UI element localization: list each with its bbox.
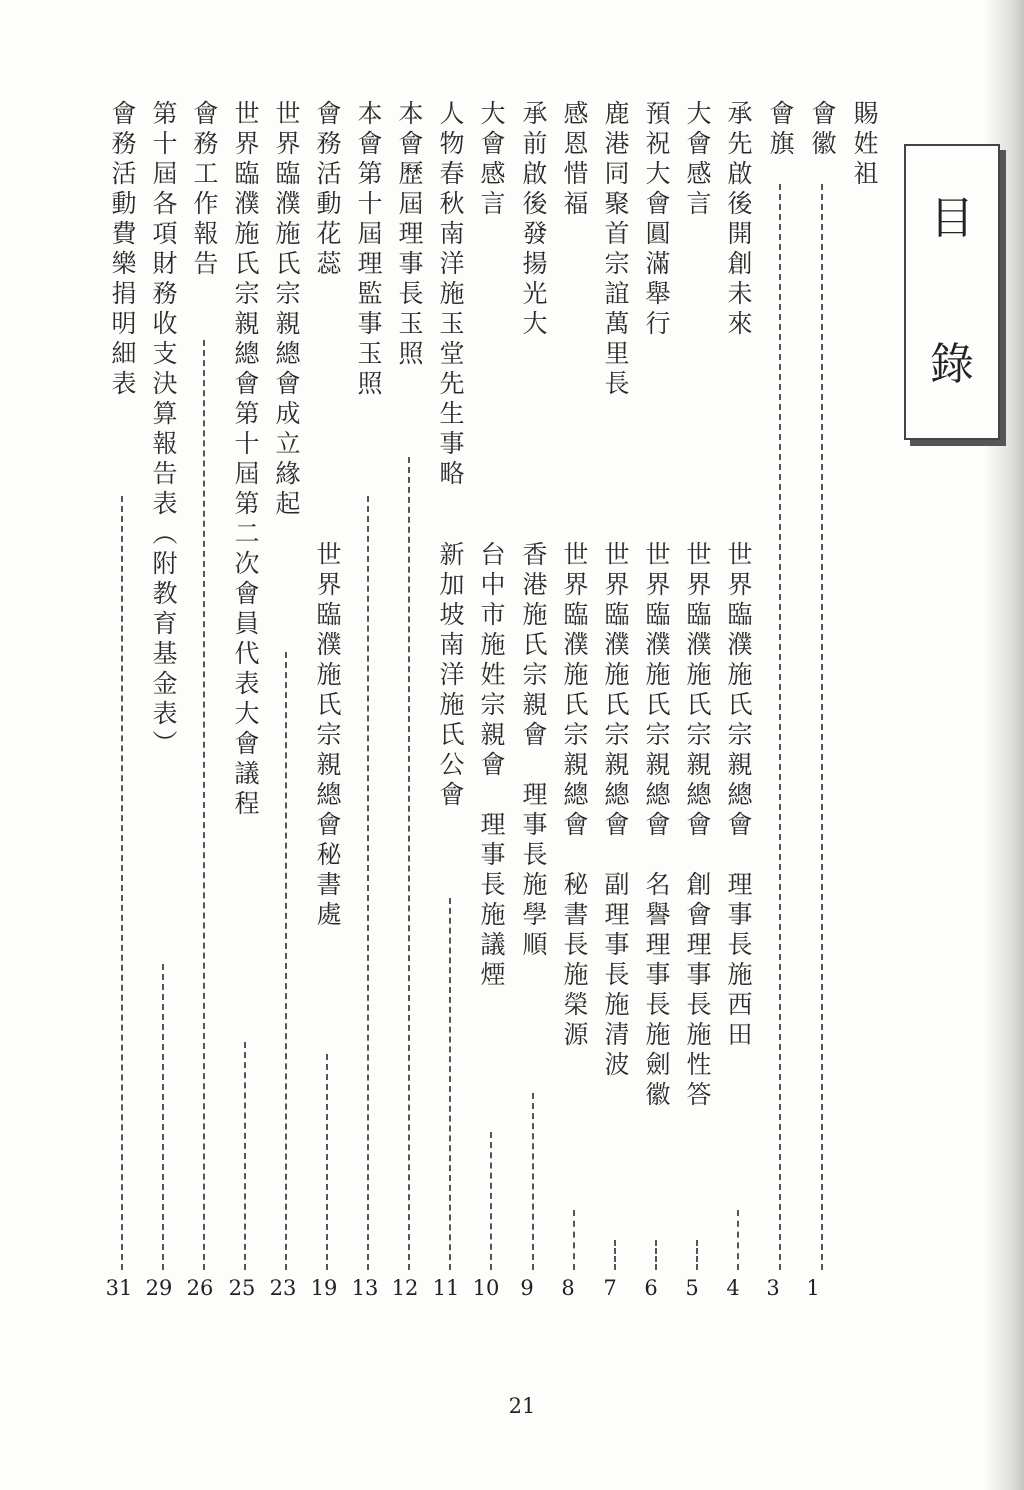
toc-entry[interactable]	[805, 100, 839, 1270]
toc-entry-title: 賜姓祖	[850, 100, 879, 190]
dot-leader	[285, 652, 287, 1270]
toc-page-number[interactable]: 7	[603, 1276, 617, 1300]
dot-leader	[573, 1210, 575, 1270]
dot-leader	[696, 1240, 698, 1270]
dot-leader	[121, 496, 123, 1270]
toc-page-number[interactable]: 19	[310, 1276, 338, 1300]
toc-entry-title: 人物春秋南洋施玉堂先生事略	[436, 100, 465, 490]
toc-entry-author: 新加坡南洋施氏公會	[436, 541, 465, 811]
toc-page-number[interactable]: 29	[145, 1276, 173, 1300]
toc-entry-author: 世界臨濮施氏宗親總會 創會理事長施性答	[683, 541, 712, 1111]
dot-leader	[244, 1042, 246, 1270]
dot-leader	[821, 184, 823, 1270]
heading-char-1: 目	[930, 193, 974, 244]
toc-entry[interactable]	[639, 100, 673, 1270]
toc-page-number[interactable]: 3	[766, 1276, 780, 1300]
toc-entry-title: 本會歷屆理事長玉照	[395, 100, 424, 370]
toc-entry[interactable]	[105, 100, 139, 1270]
toc-entry[interactable]	[516, 100, 550, 1270]
toc-entry[interactable]	[598, 100, 632, 1270]
toc-page-number[interactable]: 4	[726, 1276, 740, 1300]
toc-entry[interactable]	[146, 100, 180, 1270]
toc-entry[interactable]	[269, 100, 303, 1270]
toc-entry-title: 世界臨濮施氏宗親總會成立緣起	[272, 100, 301, 520]
dot-leader	[367, 496, 369, 1270]
dot-leader	[162, 964, 164, 1270]
toc-entry[interactable]	[847, 100, 881, 1270]
dot-leader	[614, 1240, 616, 1270]
toc-entry-title: 承前啟後發揚光大	[519, 100, 548, 340]
toc-entry-title: 大會感言	[683, 100, 712, 220]
toc-entry-author: 香港施氏宗親會 理事長施學順	[519, 541, 548, 961]
toc-entry-title: 會務活動費樂捐明細表	[108, 100, 137, 400]
toc-entry-title: 本會第十屆理監事玉照	[354, 100, 383, 400]
toc-page-number[interactable]: 25	[228, 1276, 256, 1300]
toc-entry-title: 感恩惜福	[560, 100, 589, 220]
toc-entry[interactable]	[433, 100, 467, 1270]
dot-leader	[532, 1093, 534, 1270]
toc-entry-title: 會務活動花蕊	[313, 100, 342, 280]
toc-page-number[interactable]: 23	[269, 1276, 297, 1300]
toc-entry-title: 會務工作報告	[190, 100, 219, 280]
toc-entry-title: 預祝大會圓滿舉行	[642, 100, 671, 340]
toc-page-number[interactable]: 26	[186, 1276, 214, 1300]
toc-entry-title: 承先啟後開創未來	[724, 100, 753, 340]
toc-page-number[interactable]: 12	[391, 1276, 419, 1300]
dot-leader	[203, 340, 205, 1270]
dot-leader	[326, 1054, 328, 1270]
toc-page-number[interactable]: 13	[351, 1276, 379, 1300]
toc-entry[interactable]	[187, 100, 221, 1270]
toc-page-number[interactable]: 10	[472, 1276, 500, 1300]
toc-entry-author: 世界臨濮施氏宗親總會 名譽理事長施劍徽	[642, 541, 671, 1111]
dot-leader	[449, 898, 451, 1270]
dot-leader	[490, 1132, 492, 1270]
toc-entry[interactable]	[557, 100, 591, 1270]
toc-entry[interactable]	[392, 100, 426, 1270]
toc-entry[interactable]	[721, 100, 755, 1270]
toc-page-number[interactable]: 31	[105, 1276, 133, 1300]
toc-entry-author: 世界臨濮施氏宗親總會秘書處	[313, 541, 342, 931]
toc-page-number[interactable]: 1	[806, 1276, 820, 1300]
toc-entry[interactable]	[763, 100, 797, 1270]
toc-entry-author: 世界臨濮施氏宗親總會 副理事長施清波	[601, 541, 630, 1081]
toc-entry[interactable]	[680, 100, 714, 1270]
toc-entry-title: 會徽	[808, 100, 837, 160]
toc-entry-title: 會旗	[766, 100, 795, 160]
toc-entry[interactable]	[228, 100, 262, 1270]
toc-entry[interactable]	[351, 100, 385, 1270]
toc-page-number[interactable]: 6	[644, 1276, 658, 1300]
toc-entry-author: 世界臨濮施氏宗親總會 理事長施西田	[724, 541, 753, 1051]
toc-entry[interactable]	[310, 100, 344, 1270]
toc-entry-author: 台中市施姓宗親會 理事長施議煙	[477, 541, 506, 991]
heading-char-2: 錄	[930, 339, 974, 390]
toc-entry-title: 鹿港同聚首宗誼萬里長	[601, 100, 630, 400]
dot-leader	[655, 1240, 657, 1270]
page-number: 21	[508, 1394, 536, 1418]
toc-page-number[interactable]: 8	[561, 1276, 575, 1300]
toc-entry-title: 大會感言	[477, 100, 506, 220]
toc-entry[interactable]	[474, 100, 508, 1270]
toc-page-number[interactable]: 5	[685, 1276, 699, 1300]
dot-leader	[408, 457, 410, 1270]
toc-entry-title: 第十屆各項財務收支決算報告表（附教育基金表）	[149, 100, 178, 760]
toc-page-number[interactable]: 9	[520, 1276, 534, 1300]
dot-leader	[779, 184, 781, 1270]
toc-entry-author: 世界臨濮施氏宗親總會 秘書長施榮源	[560, 541, 589, 1051]
dot-leader	[737, 1210, 739, 1270]
toc-entry-title: 世界臨濮施氏宗親總會第十屆第二次會員代表大會議程	[231, 100, 260, 820]
toc-page-number[interactable]: 11	[432, 1276, 460, 1300]
